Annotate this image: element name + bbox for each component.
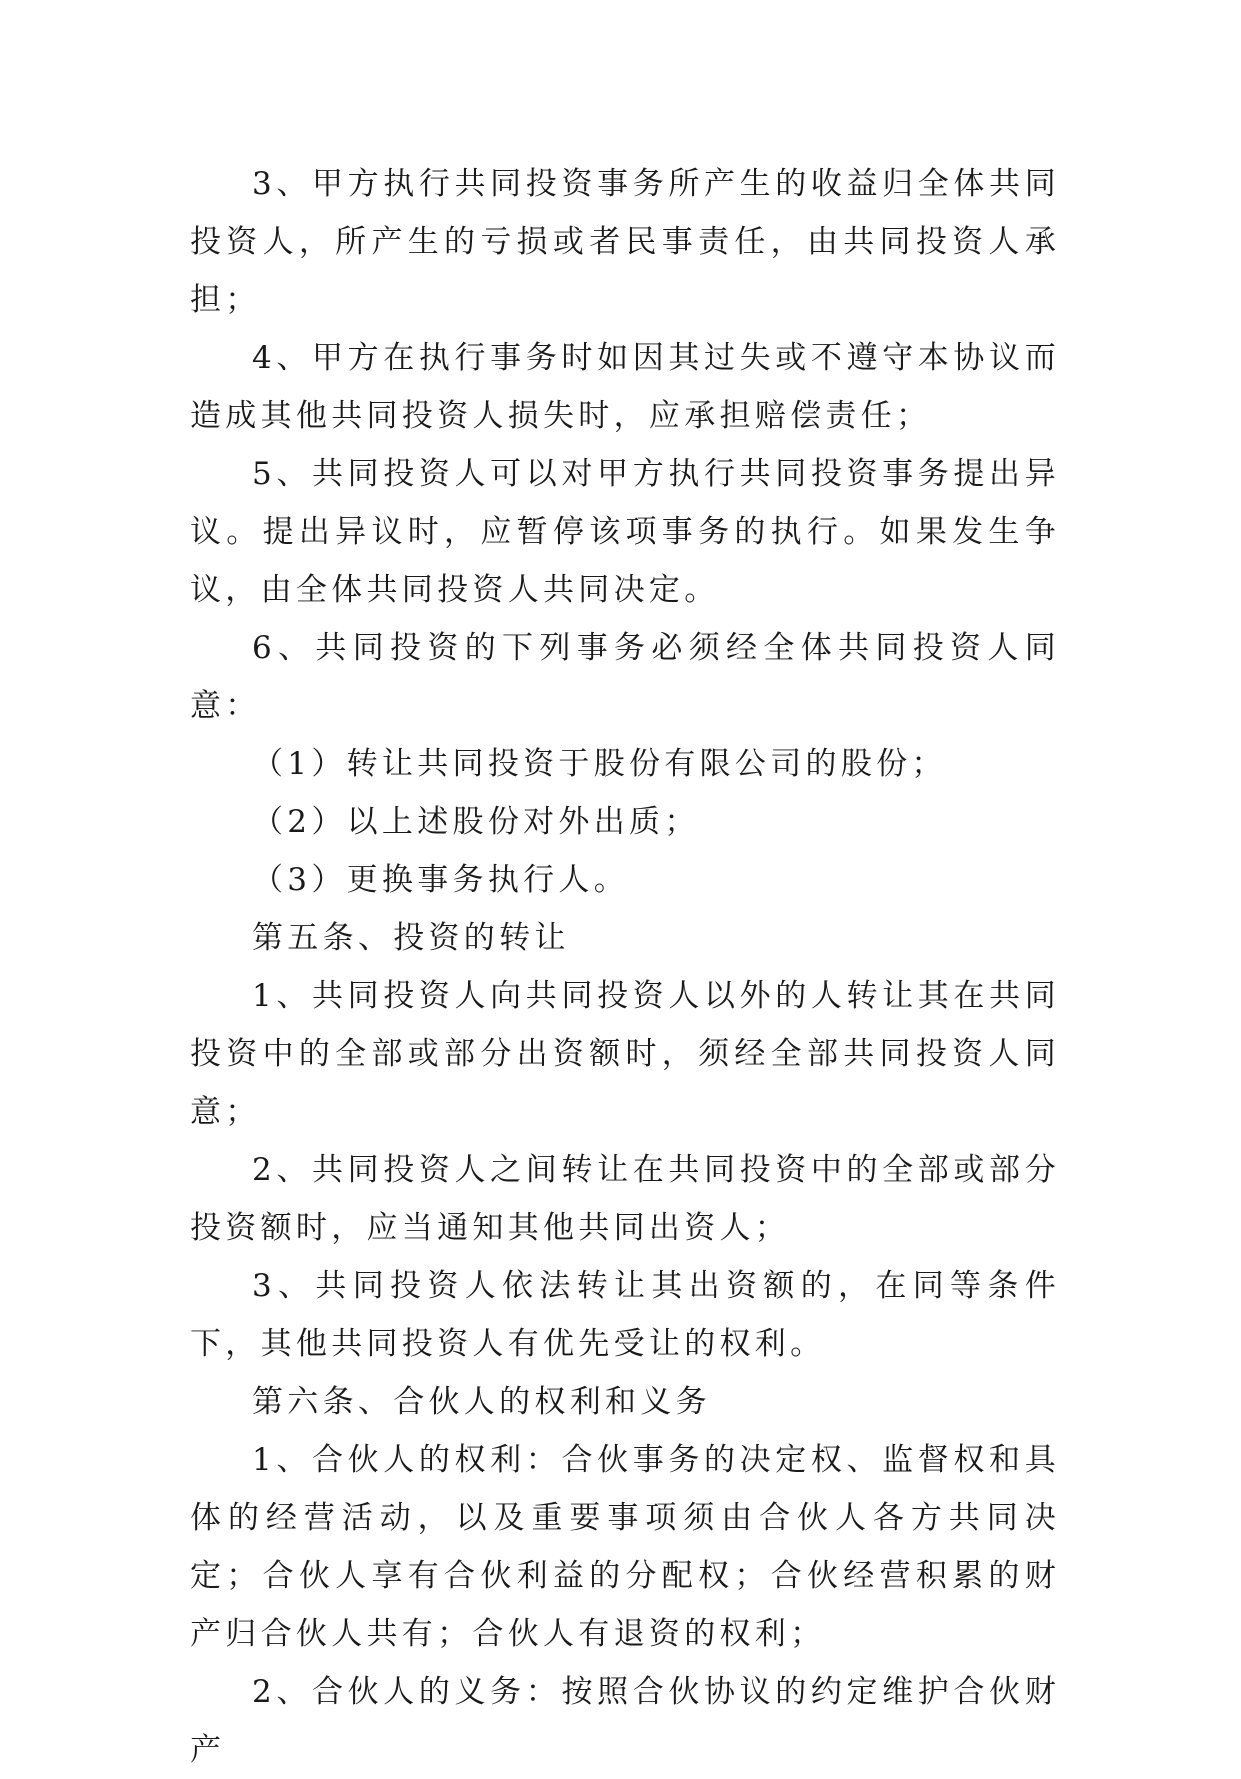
document-body — [190, 155, 1060, 1779]
paragraph-item-1-transfer-shares: （1）转让共同投资于股份有限公司的股份； — [252, 746, 947, 782]
paragraph-transfer-2: 2、共同投资人之间转让在共同投资中的全部或部分投资额时，应当通知其他共同出资人； — [190, 1152, 1060, 1246]
paragraph-partner-duties: 2、合伙人的义务：按照合伙协议的约定维护合伙财产 — [190, 1674, 1060, 1768]
paragraph-item-3-replace-executor: （3）更换事务执行人。 — [252, 862, 630, 898]
paragraph-clause-5-objection: 5、共同投资人可以对甲方执行共同投资事务提出异议。提出异议时，应暂停该项事务的执行。如果发生争议，由全体共同投资人共同决定。 — [190, 456, 1060, 608]
paragraph-clause-4-liability: 4、甲方在执行事务时如因其过失或不遵守本协议而造成其他共同投资人损失时，应承担赔偿责任； — [190, 340, 1060, 434]
paragraph-transfer-1: 1、共同投资人向共同投资人以外的人转让其在共同投资中的全部或部分出资额时，须经全部共同投资人同意； — [190, 978, 1060, 1130]
paragraph-partner-rights: 1、合伙人的权利：合伙事务的决定权、监督权和具体的经营活动，以及重要事项须由合伙人各方共同决定；合伙人享有合伙利益的分配权；合伙经营积累的财产归合伙人共有；合伙人有退资的权利； — [190, 1442, 1060, 1652]
heading-article-5: 第五条、投资的转让 — [252, 920, 570, 956]
heading-article-6: 第六条、合伙人的权利和义务 — [252, 1384, 711, 1420]
paragraph-clause-6-consent: 6、共同投资的下列事务必须经全体共同投资人同意： — [190, 630, 1060, 724]
paragraph-transfer-3: 3、共同投资人依法转让其出资额的，在同等条件下，其他共同投资人有优先受让的权利。 — [190, 1268, 1060, 1362]
paragraph-clause-3-profit: 3、甲方执行共同投资事务所产生的收益归全体共同投资人，所产生的亏损或者民事责任，由共同投资人承担； — [190, 166, 1060, 318]
paragraph-item-2-pledge: （2）以上述股份对外出质； — [252, 804, 700, 840]
